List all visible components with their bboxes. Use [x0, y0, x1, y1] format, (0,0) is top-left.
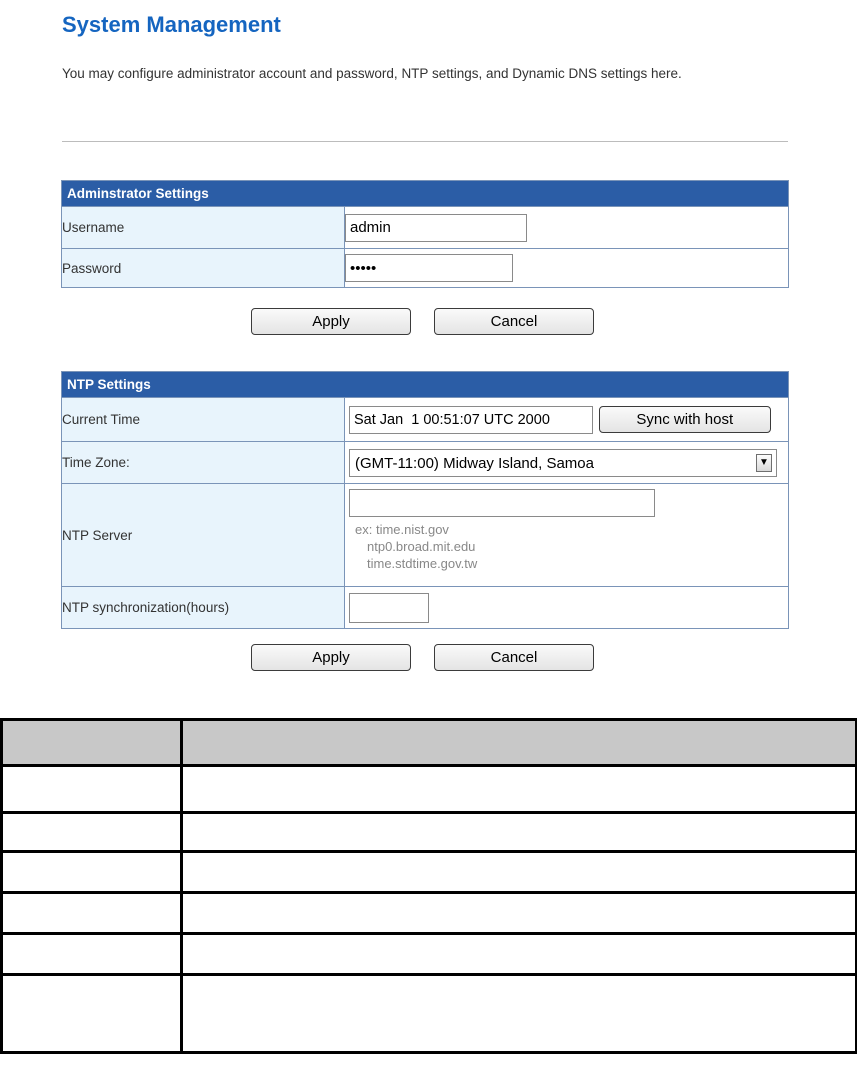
admin-apply-button[interactable]: Apply	[251, 308, 411, 335]
blank-grid-cell	[2, 934, 182, 975]
ntp-server-hint-3: time.stdtime.gov.tw	[367, 556, 478, 571]
password-input[interactable]	[345, 254, 513, 282]
username-cell	[345, 207, 789, 249]
blank-grid-cell	[2, 766, 182, 813]
time-zone-select[interactable]	[349, 449, 777, 477]
ntp-sync-label: NTP synchronization(hours)	[62, 587, 345, 629]
blank-grid-header-row	[2, 720, 857, 766]
username-input[interactable]	[345, 214, 527, 242]
blank-grid-cell	[2, 852, 182, 893]
page-title: System Management	[62, 12, 281, 37]
blank-grid-cell	[182, 975, 857, 1053]
blank-grid-row	[2, 975, 857, 1053]
admin-settings-header: Adminstrator Settings	[62, 181, 789, 207]
blank-grid-cell	[182, 934, 857, 975]
current-time-input[interactable]	[349, 406, 593, 434]
blank-grid-cell	[182, 720, 857, 766]
divider	[62, 141, 788, 142]
blank-grid-cell	[2, 975, 182, 1053]
username-label: Username	[62, 207, 345, 249]
ntp-cancel-button[interactable]: Cancel	[434, 644, 594, 671]
time-zone-label: Time Zone:	[62, 442, 345, 484]
blank-grid-cell	[2, 720, 182, 766]
ntp-sync-cell	[345, 587, 789, 629]
password-label: Password	[62, 249, 345, 288]
blank-grid-row	[2, 852, 857, 893]
ntp-server-hint-2: ntp0.broad.mit.edu	[367, 539, 476, 554]
ntp-server-row	[62, 484, 789, 587]
current-time-row	[62, 398, 789, 442]
time-zone-selected-value: (GMT-11:00) Midway Island, Samoa	[355, 454, 594, 472]
sync-with-host-button[interactable]: Sync with host	[599, 406, 771, 433]
blank-grid-row	[2, 893, 857, 934]
blank-grid-table	[0, 718, 857, 1054]
ntp-settings-table	[61, 371, 789, 629]
blank-grid-row	[2, 934, 857, 975]
chevron-down-icon[interactable]: ▼	[756, 454, 772, 472]
ntp-sync-hours-input[interactable]	[349, 593, 429, 623]
password-cell	[345, 249, 789, 288]
ntp-server-input[interactable]	[349, 489, 655, 517]
blank-grid-row	[2, 813, 857, 852]
ntp-server-cell	[345, 484, 789, 587]
blank-grid-cell	[182, 766, 857, 813]
password-row	[62, 249, 789, 288]
blank-grid-cell	[2, 813, 182, 852]
blank-grid-cell	[182, 813, 857, 852]
username-row	[62, 207, 789, 249]
admin-cancel-button[interactable]: Cancel	[434, 308, 594, 335]
ntp-sync-row	[62, 587, 789, 629]
ntp-apply-button[interactable]: Apply	[251, 644, 411, 671]
ntp-settings-header: NTP Settings	[62, 372, 789, 398]
current-time-cell	[345, 398, 789, 442]
time-zone-cell	[345, 442, 789, 484]
blank-grid-cell	[182, 893, 857, 934]
blank-grid-cell	[2, 893, 182, 934]
blank-grid-row	[2, 766, 857, 813]
blank-grid-cell	[182, 852, 857, 893]
admin-settings-table	[61, 180, 789, 288]
page-description: You may configure administrator account and password, NTP settings, and Dynamic DNS settings here.	[62, 66, 682, 81]
current-time-label: Current Time	[62, 398, 345, 442]
ntp-server-hint-1: ex: time.nist.gov	[355, 522, 449, 537]
time-zone-row	[62, 442, 789, 484]
ntp-server-label: NTP Server	[62, 484, 345, 587]
